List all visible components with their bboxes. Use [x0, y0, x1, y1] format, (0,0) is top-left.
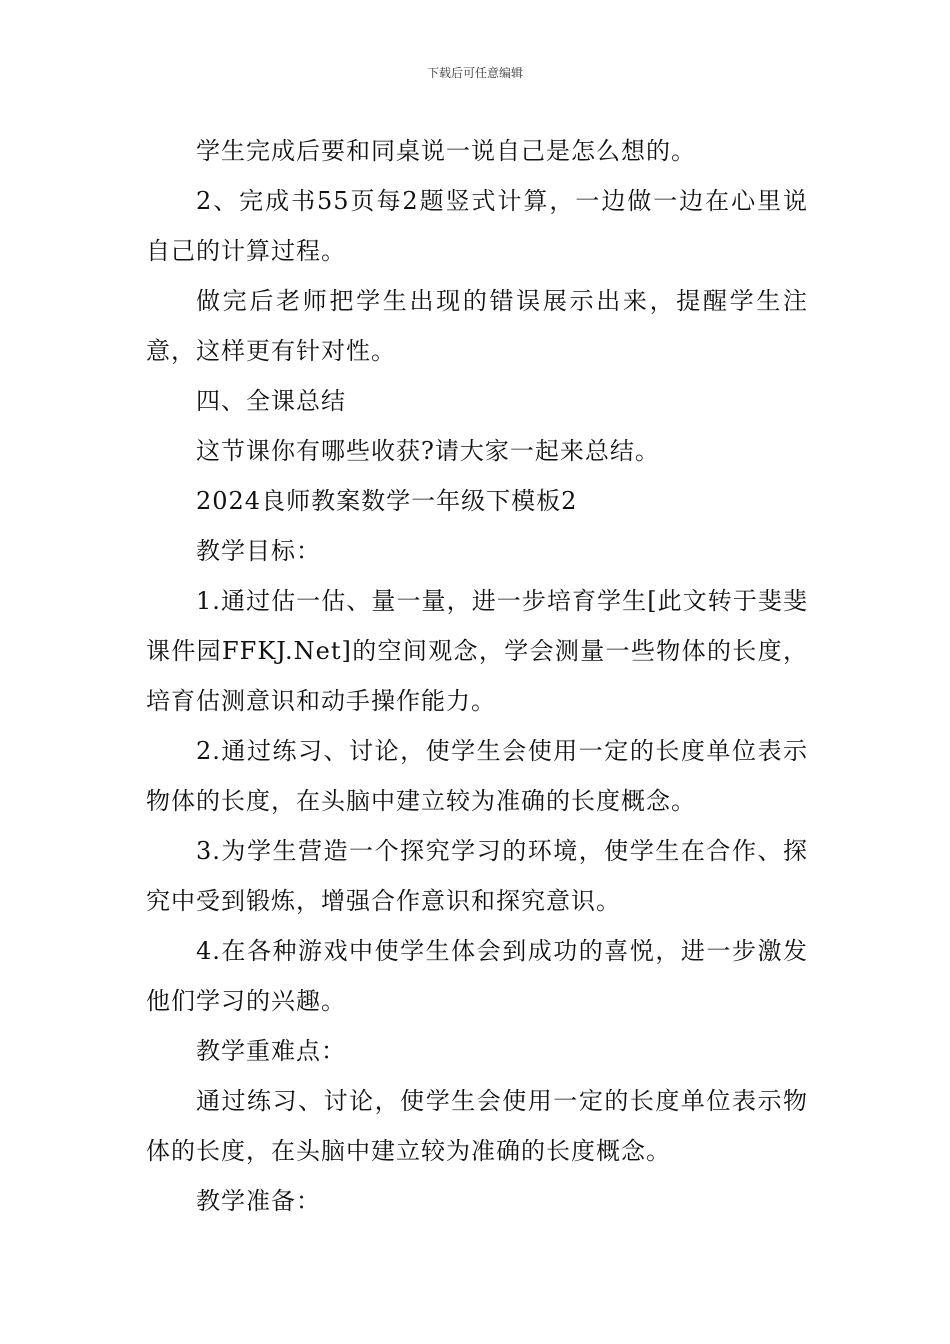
paragraph: 学生完成后要和同桌说一说自己是怎么想的。 — [196, 137, 696, 165]
list-item: 2.通过练习、讨论，使学生会使用一定的长度单位表示物体的长度，在头脑中建立较为准确的长度概念。 — [146, 737, 808, 815]
paragraph: 这节课你有哪些收获?请大家一起来总结。 — [196, 437, 660, 465]
paragraph: 2、完成书55页每2题竖式计算，一边做一边在心里说自己的计算过程。 — [146, 187, 808, 265]
document-title: 2024良师教案数学一年级下模板2 — [196, 487, 578, 515]
section-heading: 教学目标： — [196, 537, 321, 565]
paragraph: 做完后老师把学生出现的错误展示出来，提醒学生注意，这样更有针对性。 — [146, 287, 808, 365]
section-heading: 四、全课总结 — [196, 387, 346, 415]
page-header: 下载后可任意编辑 — [426, 66, 523, 80]
section-heading: 教学重难点： — [196, 1037, 346, 1065]
list-item: 3.为学生营造一个探究学习的环境，使学生在合作、探究中受到锻炼，增强合作意识和探究意识。 — [146, 837, 808, 915]
paragraph: 通过练习、讨论，使学生会使用一定的长度单位表示物体的长度，在头脑中建立较为准确的长度概念。 — [146, 1087, 808, 1165]
list-item: 1.通过估一估、量一量，进一步培育学生[此文转于斐斐课件园FFKJ.Net]的空间观念，学会测量一些物体的长度，培育估测意识和动手操作能力。 — [146, 587, 808, 715]
list-item: 4.在各种游戏中使学生体会到成功的喜悦，进一步激发他们学习的兴趣。 — [146, 937, 808, 1015]
document-body — [146, 126, 808, 1226]
section-heading: 教学准备： — [196, 1187, 321, 1215]
